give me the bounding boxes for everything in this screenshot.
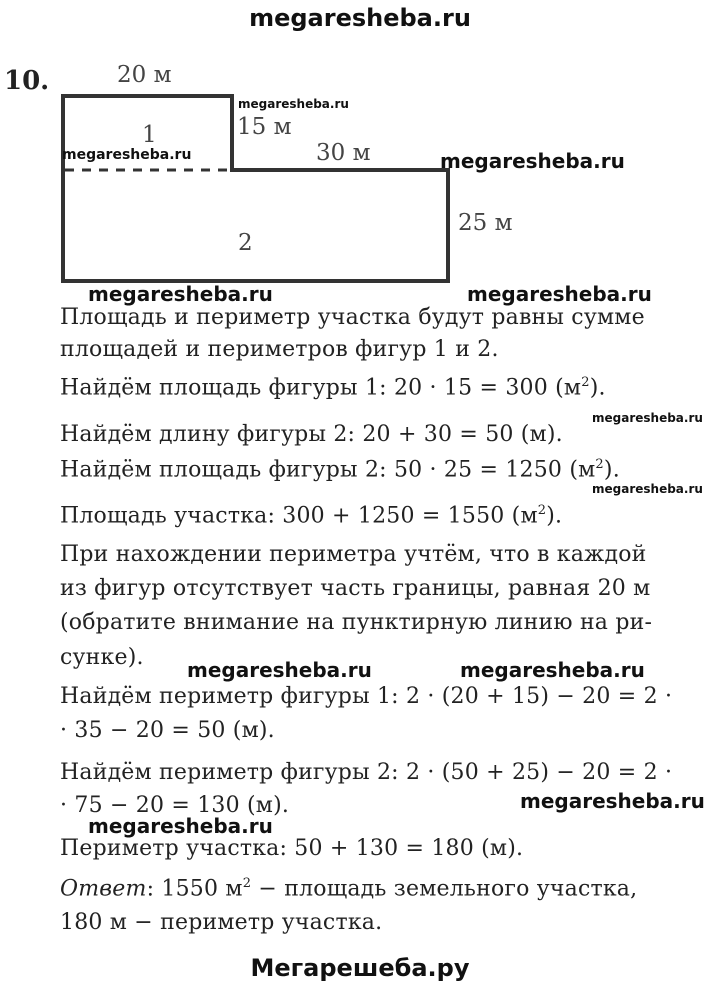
solution-line: Найдём длину фигуры 2: 20 + 30 = 50 (м).	[60, 422, 563, 447]
solution-line: Найдём периметр фигуры 1: 2 · (20 + 15) − 20 = 2 ·	[60, 684, 673, 709]
solution-line: · 35 − 20 = 50 (м).	[60, 718, 275, 743]
site-header: megaresheba.ru	[249, 4, 471, 32]
solution-line: · 75 − 20 = 130 (м).	[60, 793, 290, 818]
watermark: megaresheba.ru	[88, 282, 273, 306]
solution-line: Найдём периметр фигуры 2: 2 · (50 + 25) − 20 = 2 ·	[60, 760, 673, 785]
step-height-label: 15 м	[237, 114, 292, 140]
solution-line: (обратите внимание на пунктирную линию на ри-	[60, 610, 653, 635]
figure-1-label: 1	[142, 122, 157, 148]
watermark: megaresheba.ru	[592, 482, 703, 496]
solution-line: Найдём площадь фигуры 1: 20 · 15 = 300 $(м^2)$.	[60, 375, 606, 401]
watermark: megaresheba.ru	[440, 149, 625, 173]
answer-word: Ответ	[60, 876, 147, 902]
solution-line: сунке).	[60, 645, 144, 670]
solution-line: площадей и периметров фигур 1 и 2.	[60, 337, 499, 362]
right-height-label: 25 м	[458, 210, 513, 236]
watermark: megaresheba.ru	[88, 814, 273, 838]
top-length-label: 20 м	[117, 62, 172, 88]
watermark: megaresheba.ru	[238, 97, 349, 111]
answer-line: 180 м − периметр участка.	[60, 910, 383, 935]
watermark: megaresheba.ru	[62, 147, 192, 163]
solution-line: из фигур отсутствует часть границы, равная 20 м	[60, 576, 651, 601]
solution-line: Найдём площадь фигуры 2: 50 · 25 = 1250 $(м^2)$.	[60, 457, 620, 483]
watermark: megaresheba.ru	[460, 658, 645, 682]
solution-line: Периметр участка: 50 + 130 = 180 (м).	[60, 836, 524, 861]
site-footer: Мегарешеба.ру	[250, 954, 470, 982]
watermark: megaresheba.ru	[592, 411, 703, 425]
solution-line: Площадь и периметр участка будут равны сумме	[60, 305, 645, 330]
step-length-label: 30 м	[316, 140, 371, 166]
answer-line: Ответ: 1550 $м^2$ − площадь земельного участка,	[60, 876, 638, 902]
watermark: megaresheba.ru	[467, 282, 652, 306]
task-number: 10.	[4, 66, 50, 96]
watermark: megaresheba.ru	[187, 658, 372, 682]
solution-line: При нахождении периметра учтём, что в каждой	[60, 542, 647, 567]
figure-2-label: 2	[238, 230, 253, 256]
solution-line: Площадь участка: 300 + 1250 = 1550 $(м^2)$.	[60, 503, 563, 529]
watermark: megaresheba.ru	[520, 789, 705, 813]
